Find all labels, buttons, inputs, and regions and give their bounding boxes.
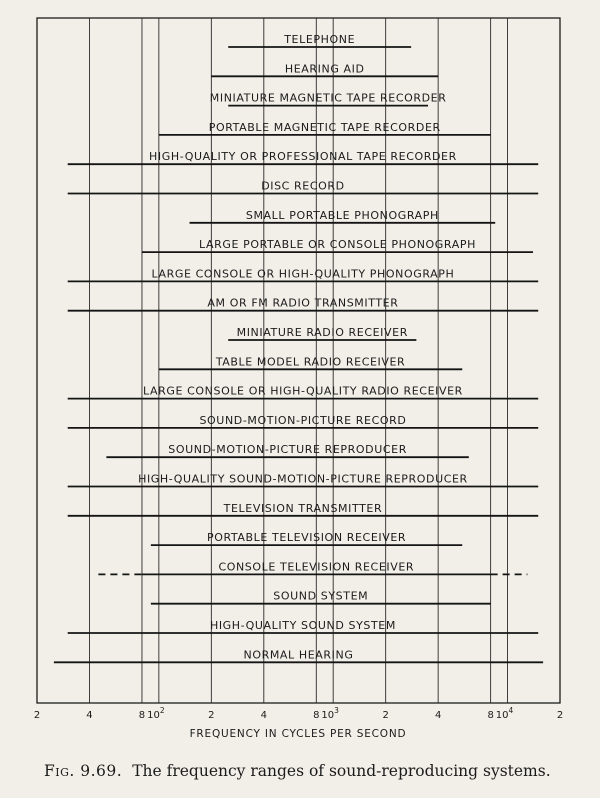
tick-label-exponent: 4: [508, 706, 514, 715]
tick-label-base: 8: [138, 710, 146, 721]
range-label: TABLE MODEL RADIO RECEIVER: [215, 355, 406, 369]
range-label: PORTABLE TELEVISION RECEIVER: [206, 531, 407, 545]
range-label: LARGE PORTABLE OR CONSOLE PHONOGRAPH: [199, 238, 476, 252]
tick-label-base: 2: [208, 710, 215, 721]
range-label: MINIATURE RADIO RECEIVER: [236, 326, 408, 339]
x-axis-title: FREQUENCY IN CYCLES PER SECOND: [189, 728, 407, 740]
range-label: PORTABLE MAGNETIC TAPE RECORDER: [208, 120, 441, 134]
tick-label: [313, 710, 319, 721]
range-label: HEARING AID: [284, 62, 365, 76]
tick-label: [382, 710, 388, 721]
range-label: HIGH-QUALITY OR PROFESSIONAL TAPE RECORDER: [149, 150, 457, 164]
tick-label: [147, 706, 165, 721]
tick-label: [496, 706, 514, 721]
range-label: SOUND-MOTION-PICTURE RECORD: [199, 413, 407, 427]
range-label: MINIATURE MAGNETIC TAPE RECORDER: [209, 91, 447, 105]
range-label: CONSOLE TELEVISION RECEIVER: [218, 560, 415, 574]
tick-label: [435, 710, 441, 721]
tick-label-base: 4: [260, 710, 268, 721]
range-label: HIGH-QUALITY SOUND-MOTION-PICTURE REPRODUCER: [138, 472, 468, 486]
range-label: DISC RECORD: [261, 179, 345, 193]
tick-label-base: 2: [556, 710, 564, 721]
tick-label-exponent: 2: [159, 706, 165, 715]
x-axis-ticks: [34, 706, 563, 721]
tick-label: [34, 710, 40, 721]
tick-label-base: 4: [434, 710, 442, 721]
tick-label-base: 4: [86, 710, 93, 721]
figure-caption: [44, 762, 584, 780]
tick-label-base: 8: [487, 710, 494, 721]
tick-label-base: 8: [313, 710, 320, 721]
tick-label-base: 10: [495, 710, 509, 721]
tick-label: [321, 706, 339, 721]
tick-label-base: 2: [382, 710, 389, 721]
caption-text: The frequency ranges of sound-reproducing systems.: [132, 762, 551, 780]
range-label: TELEPHONE: [284, 33, 356, 46]
tick-label: [208, 710, 214, 721]
range-label: TELEVISION TRANSMITTER: [223, 501, 383, 515]
range-label: SOUND SYSTEM: [273, 589, 369, 603]
range-label: HIGH-QUALITY SOUND SYSTEM: [209, 619, 396, 632]
range-label: SOUND-MOTION-PICTURE REPRODUCER: [168, 443, 407, 457]
range-label: SMALL PORTABLE PHONOGRAPH: [245, 208, 439, 222]
tick-label: [557, 710, 563, 721]
range-bars: [54, 33, 543, 662]
figure-number: Fig. 9.69.: [44, 762, 123, 780]
tick-label: [487, 710, 493, 721]
range-label: LARGE CONSOLE OR HIGH-QUALITY PHONOGRAPH: [151, 267, 455, 281]
range-label: NORMAL HEARING: [243, 648, 354, 662]
tick-label-exponent: 3: [334, 706, 339, 715]
tick-label: [139, 710, 145, 721]
tick-label-base: 10: [147, 710, 160, 721]
tick-label: [86, 710, 92, 721]
range-label: AM OR FM RADIO TRANSMITTER: [207, 296, 399, 310]
range-label: LARGE CONSOLE OR HIGH-QUALITY RADIO RECEIVER: [143, 384, 463, 398]
tick-label-base: 10: [321, 710, 335, 721]
tick-label: [261, 710, 267, 721]
tick-label-base: 2: [33, 710, 41, 721]
